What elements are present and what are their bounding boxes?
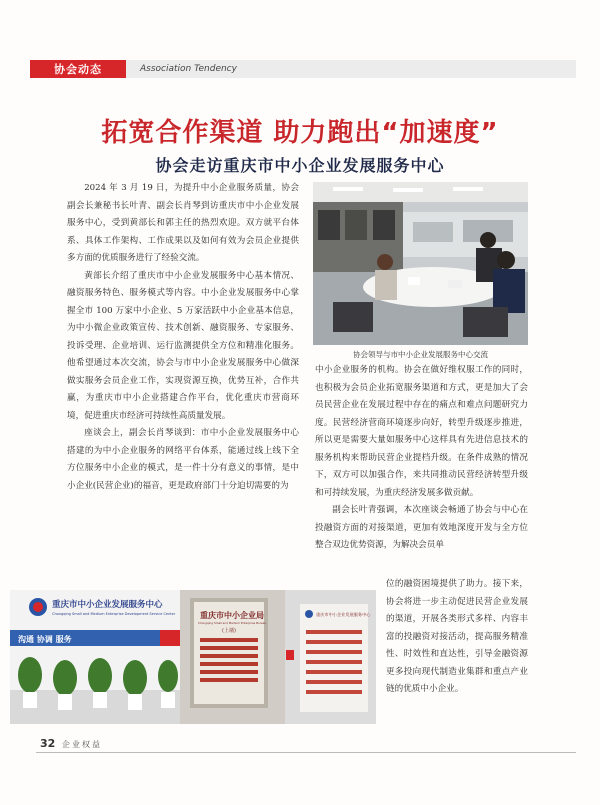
right-plaque: 重庆市中小企业发展服务中心 <box>316 612 371 617</box>
magazine-name: 企业权益 <box>62 740 102 749</box>
mid-plaque-sub: (上墙) <box>222 628 236 634</box>
left-sign-en: Chongqing Small and Medium Enterprise Development Service Center <box>52 612 176 616</box>
section-label-en: Association Tendency <box>126 60 576 78</box>
paragraph: 黄部长介绍了重庆市中小企业发展服务中心基本情况、融资服务特色、服务模式等内容。中小企业发展服务中心掌握全市 100 万家中小企业、5 万家活跃中小企业基本信息，为中小微企业政策宣传、技术创新、融资服务、专家服务、投诉受理、企业培训、运行监测提供全方位和精准化服务。他希望通过本次交流，协会与市中小企业发展服务中心做深做实服务会员企业工作，实现资源互换，优势互补，合作共赢，为重庆市中小企业搭建合作平台，优化重庆市营商环境，促进重庆市经济可持续性高质量发展。 <box>67 270 299 421</box>
page-number: 32 <box>40 737 56 750</box>
article-title: 拓宽合作渠道 助力跑出“加速度” <box>101 118 499 148</box>
signage-photo <box>10 590 376 724</box>
article-subtitle: 协会走访重庆市中小企业发展服务中心 <box>155 156 445 175</box>
article-column-2 <box>315 362 528 555</box>
paragraph: 中小企业服务的机构。协会在做好维权服工作的同时，也积极为会员企业拓宽服务渠道和方式，更是加大了会员民营企业在发展过程中存在的痛点和难点问题研究力度。民营经济营商环境逐步向好，转型升级逐步推进，所以更是需要大量如服务中心这样具有先进信息技术的服务机构来帮助民营企业提档升级。在条件成熟的情况下，双方可以加强合作，来共同推动民营经济转型升级和可持续发展，为重庆经济发展多做贡献。 <box>315 365 528 498</box>
left-banner: 沟通 协调 服务 <box>18 635 72 644</box>
article-column-1 <box>67 180 299 495</box>
meeting-photo <box>313 182 528 345</box>
mid-plaque-en: Chongqing Small and Medium Enterprise Bureau <box>198 621 267 625</box>
section-label: 协会动态 <box>30 60 126 78</box>
paragraph: 座谈会上，副会长肖琴谈到：市中小企业发展服务中心搭建的为中小企业服务的网络平台体系，能通过线上线下全方位服务中小企业的模式，是一件十分有意义的事情，是中小企业(民营企业)的福音，更是政府部门十分迫切需要的为 <box>67 428 299 491</box>
paragraph: 副会长叶青强调，本次座谈会畅通了协会与中心在投融资方面的对接渠道，更加有效地深度开发与全方位整合双边优势资源，为解决会员单 <box>315 505 528 550</box>
article-column-3 <box>386 576 528 699</box>
left-sign-cn: 重庆市中小企业发展服务中心 <box>52 600 163 610</box>
mid-plaque-main: 重庆市中小企业局 <box>200 611 264 620</box>
footer-rule <box>36 752 576 753</box>
paragraph: 位的融资困境提供了助力。接下来，协会将进一步主动促进民营企业发展的渠道，开展各类形式多样、内容丰富的投融资对接活动，提高服务精准性、时效性和直达性，引导金融资源更多投向现代制造业集群和重点产业链的优质中小企业。 <box>386 579 528 694</box>
paragraph: 2024 年 3 月 19 日，为提升中小企业服务质量，协会副会长兼秘书长叶青、副会长肖琴到访重庆市中小企业发展服务中心，受到黄部长和郭主任的热烈欢迎。双方就平台体系、具体工作架构、工作成果以及如何有效为会员企业提供多方面的优质服务进行了经验交流。 <box>67 183 299 263</box>
photo-caption: 协会领导与市中小企业发展服务中心交流 <box>353 350 488 359</box>
